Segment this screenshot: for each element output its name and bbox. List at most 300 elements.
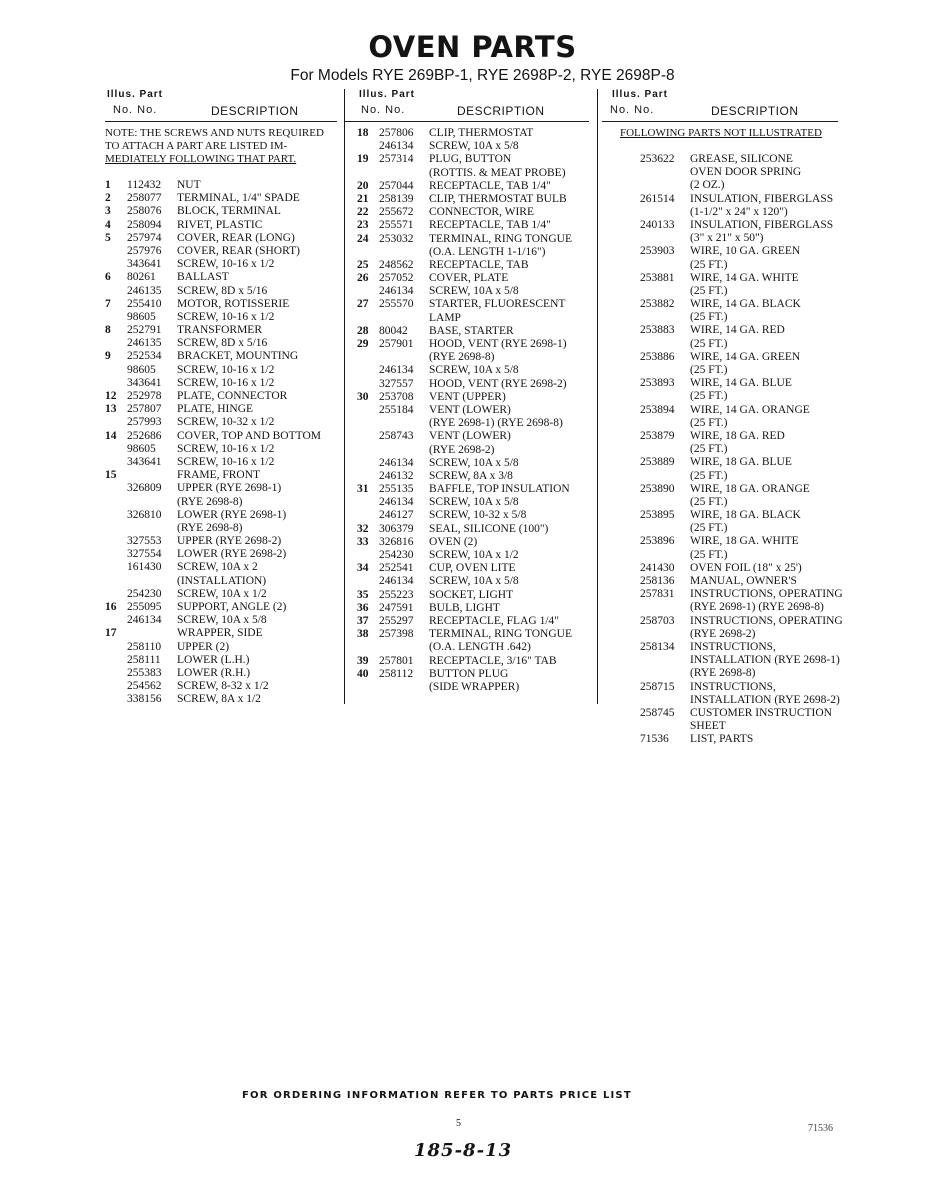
column-divider-1 <box>344 89 345 704</box>
column-1-rows <box>105 179 337 707</box>
illus-number: 30 <box>357 390 369 403</box>
part-description: (RYE 2698-8) <box>177 521 243 534</box>
part-number: 255383 <box>127 666 162 679</box>
part-number: 257976 <box>127 244 162 257</box>
illus-number: 37 <box>357 614 369 627</box>
illus-number: 13 <box>105 403 117 416</box>
illus-number: 21 <box>357 192 369 205</box>
parts-row <box>357 483 589 496</box>
parts-row <box>105 601 337 614</box>
part-description: SCREW, 10A x 5/8 <box>429 456 519 469</box>
part-number: 257974 <box>127 231 162 244</box>
part-description: RECEPTACLE, TAB 1/4" <box>429 219 551 232</box>
parts-row <box>357 602 589 615</box>
parts-row <box>357 167 589 180</box>
column-3-header <box>610 89 842 123</box>
part-description: WIRE, 14 GA. BLUE <box>690 377 792 390</box>
part-number: 246134 <box>379 575 414 588</box>
parts-row <box>357 444 589 457</box>
part-number: 80042 <box>379 324 408 337</box>
part-description: COVER, REAR (LONG) <box>177 231 295 244</box>
parts-row <box>105 390 337 403</box>
part-number: 253883 <box>640 324 675 337</box>
part-description: SCREW, 8-32 x 1/2 <box>177 680 269 693</box>
part-description: (RYE 2698-8) <box>177 495 243 508</box>
column-2-header <box>357 89 589 123</box>
parts-row <box>105 430 337 443</box>
part-description: (INSTALLATION) <box>177 574 267 587</box>
part-number: 253879 <box>640 429 675 442</box>
parts-row <box>105 627 337 640</box>
part-description: WIRE, 14 GA. ORANGE <box>690 403 810 416</box>
part-number: 257901 <box>379 338 414 350</box>
illus-number: 5 <box>105 231 111 244</box>
parts-row <box>105 680 337 693</box>
part-number: 258743 <box>379 430 414 443</box>
part-number: 257044 <box>379 179 414 192</box>
part-description: BRACKET, MOUNTING <box>177 350 299 363</box>
part-number: 246134 <box>379 364 414 377</box>
page-title: OVEN PARTS <box>368 30 577 64</box>
parts-row <box>357 285 589 298</box>
parts-row <box>610 601 842 614</box>
illus-number: 9 <box>105 350 111 363</box>
parts-row <box>105 482 337 495</box>
column-3-note <box>620 127 822 140</box>
part-description: SEAL, SILICONE (100") <box>429 522 549 535</box>
parts-row <box>105 496 337 509</box>
parts-row <box>357 641 589 654</box>
part-number: 253622 <box>640 153 675 165</box>
part-description: TRANSFORMER <box>177 324 262 337</box>
part-description: LAMP <box>429 311 461 324</box>
part-description: MANUAL, OWNER'S <box>690 575 797 587</box>
note-line-3: MEDIATELY FOLLOWING THAT PART. <box>105 153 297 166</box>
part-description: INSTALLATION (RYE 2698-1) <box>690 654 840 667</box>
part-description: (25 FT.) <box>690 469 728 482</box>
part-number: 257806 <box>379 127 414 139</box>
part-number: 254562 <box>127 680 162 693</box>
part-description: CLIP, THERMOSTAT BULB <box>429 192 567 205</box>
parts-row <box>610 259 842 272</box>
part-number: 258745 <box>640 706 675 719</box>
part-number: 161430 <box>127 561 162 574</box>
column-2-header-description: DESCRIPTION <box>457 104 545 118</box>
parts-row <box>610 681 842 694</box>
parts-row <box>610 285 842 298</box>
part-description: SCREW, 10-16 x 1/2 <box>177 363 275 376</box>
parts-row <box>105 469 337 482</box>
parts-row <box>105 337 337 350</box>
part-description: MOTOR, ROTISSERIE <box>177 297 290 310</box>
illus-number: 32 <box>357 522 369 535</box>
part-description: NUT <box>177 179 201 191</box>
part-number: 257831 <box>640 588 675 601</box>
part-description: BAFFLE, TOP INSULATION <box>429 483 570 496</box>
part-description: RECEPTACLE, FLAG 1/4" <box>429 614 559 627</box>
part-number: 252791 <box>127 324 162 337</box>
part-description: (RYE 2698-1) (RYE 2698-8) <box>690 601 824 614</box>
parts-row <box>105 654 337 667</box>
part-description: WIRE, 18 GA. BLACK <box>690 509 801 522</box>
part-description: TERMINAL, RING TONGUE <box>429 628 572 641</box>
parts-row <box>610 588 842 601</box>
part-description: HOOD, VENT (RYE 2698-2) <box>429 377 567 390</box>
part-description: SCREW, 10A x 5/8 <box>429 575 519 588</box>
part-number: 254230 <box>127 587 162 600</box>
part-number: 338156 <box>127 693 162 706</box>
part-number: 253895 <box>640 509 675 522</box>
parts-row <box>105 285 337 298</box>
parts-row <box>357 509 589 522</box>
part-number: 306379 <box>379 522 414 535</box>
part-description: WIRE, 14 GA. RED <box>690 324 785 337</box>
part-number: 240133 <box>640 218 675 231</box>
parts-row <box>105 232 337 245</box>
part-description: (25 FT.) <box>690 284 728 297</box>
parts-row <box>610 232 842 245</box>
column-1-header-no: No. No. <box>113 104 158 116</box>
parts-row <box>105 575 337 588</box>
parts-row <box>610 245 842 258</box>
parts-row <box>105 548 337 561</box>
part-number: 257052 <box>379 272 414 285</box>
part-description: RECEPTACLE, TAB 1/4" <box>429 179 551 192</box>
part-number: 255184 <box>379 403 414 416</box>
part-description: WIRE, 14 GA. WHITE <box>690 271 799 284</box>
part-description: SCREW, 8D x 5/16 <box>177 284 268 297</box>
part-number: 71536 <box>640 733 669 746</box>
parts-row <box>357 523 589 536</box>
parts-row <box>610 522 842 535</box>
parts-row <box>357 628 589 641</box>
part-description: SCREW, 10-16 x 1/2 <box>177 310 275 323</box>
parts-row <box>610 443 842 456</box>
illus-number: 38 <box>357 628 369 641</box>
parts-row <box>357 417 589 430</box>
parts-row <box>610 219 842 232</box>
parts-row <box>610 324 842 337</box>
column-3-rows <box>610 153 842 746</box>
illus-number: 31 <box>357 483 369 496</box>
parts-row <box>105 522 337 535</box>
part-description: SCREW, 8A x 1/2 <box>177 693 261 706</box>
illus-number: 6 <box>105 271 111 284</box>
parts-row <box>610 166 842 179</box>
illus-number: 15 <box>105 469 117 482</box>
part-description: WIRE, 18 GA. ORANGE <box>690 482 810 495</box>
part-description: (2 OZ.) <box>690 179 725 192</box>
parts-row <box>610 509 842 522</box>
part-description: TERMINAL, 1/4" SPADE <box>177 192 300 205</box>
part-number: 253708 <box>379 390 414 403</box>
part-number: 253889 <box>640 456 675 469</box>
part-number: 248562 <box>379 258 414 271</box>
illus-number: 40 <box>357 667 369 680</box>
parts-row <box>610 733 842 746</box>
illus-number: 12 <box>105 390 117 402</box>
part-description: WRAPPER, SIDE <box>177 627 263 640</box>
column-3-header-rule <box>602 121 838 122</box>
parts-row <box>610 206 842 219</box>
column-2-header-no: No. No. <box>361 104 406 116</box>
parts-row <box>610 562 842 575</box>
column-2-header-illus-part: Illus. Part <box>359 89 416 100</box>
parts-row <box>105 179 337 192</box>
parts-row <box>105 377 337 390</box>
part-number: 253890 <box>640 482 675 495</box>
part-description: COVER, PLATE <box>429 272 509 285</box>
part-description: BASE, STARTER <box>429 324 514 337</box>
part-number: 258134 <box>640 640 675 653</box>
parts-row <box>610 628 842 641</box>
part-number: 258110 <box>127 640 162 653</box>
part-number: 258112 <box>379 667 414 680</box>
part-description: LIST, PARTS <box>690 733 754 746</box>
part-description: RIVET, PLASTIC <box>177 218 263 231</box>
part-description: COVER, TOP AND BOTTOM <box>177 429 321 442</box>
part-description: UPPER (RYE 2698-1) <box>177 482 282 495</box>
illus-number: 4 <box>105 218 111 231</box>
part-description: PLATE, HINGE <box>177 403 254 416</box>
note-line-1: NOTE: THE SCREWS AND NUTS REQUIRED <box>105 127 324 139</box>
part-number: 252541 <box>379 562 414 575</box>
part-description: BALLAST <box>177 271 229 284</box>
part-number: 246134 <box>379 285 414 298</box>
models-subtitle: For Models RYE 269BP-1, RYE 2698P-2, RYE 2698P-8 <box>290 67 675 84</box>
parts-row <box>105 324 337 337</box>
parts-row <box>610 153 842 166</box>
parts-row <box>357 364 589 377</box>
illus-number: 25 <box>357 258 369 271</box>
parts-row <box>357 312 589 325</box>
parts-row <box>610 377 842 390</box>
illus-number: 35 <box>357 588 369 601</box>
illus-number: 39 <box>357 654 369 667</box>
part-number: 246135 <box>127 284 162 297</box>
part-description: (25 FT.) <box>690 416 728 429</box>
part-number: 258111 <box>127 653 161 666</box>
part-number: 326809 <box>127 482 162 495</box>
parts-row <box>105 456 337 469</box>
part-description: SCREW, 10A x 1/2 <box>177 587 267 600</box>
part-description: WIRE, 14 GA. GREEN <box>690 350 801 363</box>
parts-row <box>610 193 842 206</box>
part-description: HOOD, VENT (RYE 2698-1) <box>429 338 567 350</box>
parts-row <box>610 496 842 509</box>
part-number: 258139 <box>379 192 414 205</box>
part-description: LOWER (R.H.) <box>177 666 251 679</box>
part-description: SCREW, 10-16 x 1/2 <box>177 442 275 455</box>
parts-row <box>357 259 589 272</box>
illus-number: 17 <box>105 627 117 640</box>
part-description: VENT (UPPER) <box>429 390 506 403</box>
part-number: 258703 <box>640 614 675 627</box>
part-description: SUPPORT, ANGLE (2) <box>177 601 287 613</box>
document-code: 71536 <box>808 1123 833 1134</box>
illus-number: 24 <box>357 232 369 245</box>
parts-row <box>357 589 589 602</box>
part-description: (RYE 2698-2) <box>690 627 756 640</box>
part-number: 246132 <box>379 469 414 482</box>
part-number: 246134 <box>379 496 414 509</box>
parts-column-1 <box>105 89 337 706</box>
parts-row <box>357 272 589 285</box>
part-description: SCREW, 10A x 5/8 <box>429 140 519 153</box>
part-description: VENT (LOWER) <box>429 403 511 416</box>
part-number: 252686 <box>127 429 162 442</box>
part-number: 327553 <box>127 535 162 548</box>
part-number: 252534 <box>127 350 162 363</box>
part-description: RECEPTACLE, TAB <box>429 258 529 271</box>
not-illustrated-note: FOLLOWING PARTS NOT ILLUSTRATED <box>620 127 822 139</box>
part-description: OVEN FOIL (18" x 25') <box>690 561 802 574</box>
note-line-2: TO ATTACH A PART ARE LISTED IM- <box>105 140 288 153</box>
parts-row <box>357 325 589 338</box>
part-number: 253894 <box>640 403 675 416</box>
part-number: 257314 <box>379 153 414 166</box>
part-description: SOCKET, LIGHT <box>429 588 514 601</box>
part-description: BULB, LIGHT <box>429 601 500 614</box>
part-description: (25 FT.) <box>690 522 728 535</box>
part-number: 343641 <box>127 455 162 468</box>
part-description: (1-1/2" x 24" x 120") <box>690 205 788 218</box>
parts-column-3 <box>610 89 843 746</box>
parts-row <box>105 219 337 232</box>
part-description: WIRE, 18 GA. BLUE <box>690 456 792 469</box>
part-number: 246135 <box>127 337 162 350</box>
part-number: 252978 <box>127 390 162 402</box>
part-description: SCREW, 10-32 x 1/2 <box>177 416 275 429</box>
parts-row <box>105 416 337 429</box>
part-description: SCREW, 10-16 x 1/2 <box>177 258 275 271</box>
parts-row <box>357 536 589 549</box>
part-number: 254230 <box>379 549 414 561</box>
parts-row <box>105 350 337 363</box>
column-2-rows <box>357 127 589 694</box>
parts-row <box>610 364 842 377</box>
parts-row <box>357 298 589 311</box>
part-description: LOWER (RYE 2698-2) <box>177 548 287 561</box>
part-description: COVER, REAR (SHORT) <box>177 244 300 257</box>
illus-number: 2 <box>105 192 111 205</box>
parts-row <box>357 496 589 509</box>
illus-number: 1 <box>105 179 111 191</box>
part-number: 327557 <box>379 377 414 390</box>
part-description: (3" x 21" x 50") <box>690 232 764 245</box>
part-description: SCREW, 10A x 5/8 <box>429 496 519 509</box>
part-number: 258077 <box>127 192 162 205</box>
part-description: SCREW, 8A x 3/8 <box>429 469 513 482</box>
parts-row <box>610 641 842 654</box>
illus-number: 36 <box>357 601 369 614</box>
parts-row <box>105 364 337 377</box>
part-description: PLATE, CONNECTOR <box>177 390 288 402</box>
part-number: 253886 <box>640 350 675 363</box>
parts-row <box>105 258 337 271</box>
part-description: (25 FT.) <box>690 548 728 561</box>
parts-row <box>357 233 589 246</box>
column-3-header-description: DESCRIPTION <box>711 104 799 118</box>
parts-row <box>105 311 337 324</box>
parts-row <box>105 245 337 258</box>
part-number: 246127 <box>379 509 414 522</box>
parts-row <box>610 667 842 680</box>
parts-row <box>357 668 589 681</box>
part-description: CUSTOMER INSTRUCTION <box>690 706 832 719</box>
part-description: SCREW, 10A x 5/8 <box>429 364 519 377</box>
part-description: SCREW, 10-32 x 5/8 <box>429 509 527 522</box>
part-description: (25 FT.) <box>690 364 728 376</box>
part-number: 241430 <box>640 561 675 574</box>
part-description: SCREW, 10-16 x 1/2 <box>177 376 275 389</box>
illus-number: 26 <box>357 272 369 285</box>
illus-number: 19 <box>357 153 369 166</box>
part-description: INSTRUCTIONS, OPERATING <box>690 588 843 601</box>
part-number: 253032 <box>379 232 414 245</box>
part-number: 258094 <box>127 218 162 231</box>
parts-row <box>610 707 842 720</box>
part-description: (25 FT.) <box>690 337 728 350</box>
part-number: 98605 <box>127 310 156 323</box>
illus-number: 34 <box>357 562 369 575</box>
parts-row <box>610 654 842 667</box>
part-number: 257807 <box>127 403 162 416</box>
handwritten-annotation: 185-8-13 <box>414 1140 513 1161</box>
part-number: 112432 <box>127 179 162 191</box>
part-number: 255672 <box>379 206 414 219</box>
part-description: FRAME, FRONT <box>177 469 261 482</box>
part-description: INSTRUCTIONS, <box>690 640 776 653</box>
part-number: 253882 <box>640 298 675 311</box>
part-description: (O.A. LENGTH 1-1/16") <box>429 245 546 258</box>
parts-row <box>105 298 337 311</box>
column-3-header-no: No. No. <box>610 104 655 116</box>
part-number: 255570 <box>379 298 414 311</box>
part-description: UPPER (2) <box>177 640 230 653</box>
page-number: 5 <box>456 1118 461 1129</box>
part-number: 258136 <box>640 575 675 587</box>
part-number: 258715 <box>640 680 675 693</box>
parts-row <box>105 403 337 416</box>
parts-row <box>357 338 589 351</box>
parts-row <box>105 535 337 548</box>
parts-row <box>610 720 842 733</box>
part-description: SCREW, 10A x 5/8 <box>429 285 519 298</box>
part-description: INSTRUCTIONS, OPERATING <box>690 614 843 627</box>
parts-row <box>610 483 842 496</box>
part-number: 255571 <box>379 219 414 232</box>
illus-number: 23 <box>357 219 369 232</box>
parts-row <box>357 140 589 153</box>
parts-row <box>105 561 337 574</box>
part-description: (O.A. LENGTH .642) <box>429 641 531 654</box>
part-description: BUTTON PLUG <box>429 667 509 680</box>
illus-number: 8 <box>105 324 111 337</box>
parts-row <box>357 549 589 562</box>
part-number: 261514 <box>640 192 675 205</box>
part-description: WIRE, 14 GA. BLACK <box>690 298 801 311</box>
illus-number: 20 <box>357 179 369 192</box>
part-description: CLIP, THERMOSTAT <box>429 127 534 139</box>
part-description: SCREW, 10A x 5/8 <box>177 614 267 627</box>
part-description: CUP, OVEN LITE <box>429 562 516 575</box>
parts-row <box>357 575 589 588</box>
part-description: WIRE, 18 GA. RED <box>690 429 785 442</box>
parts-row <box>357 378 589 391</box>
parts-row <box>105 443 337 456</box>
parts-row <box>357 615 589 628</box>
